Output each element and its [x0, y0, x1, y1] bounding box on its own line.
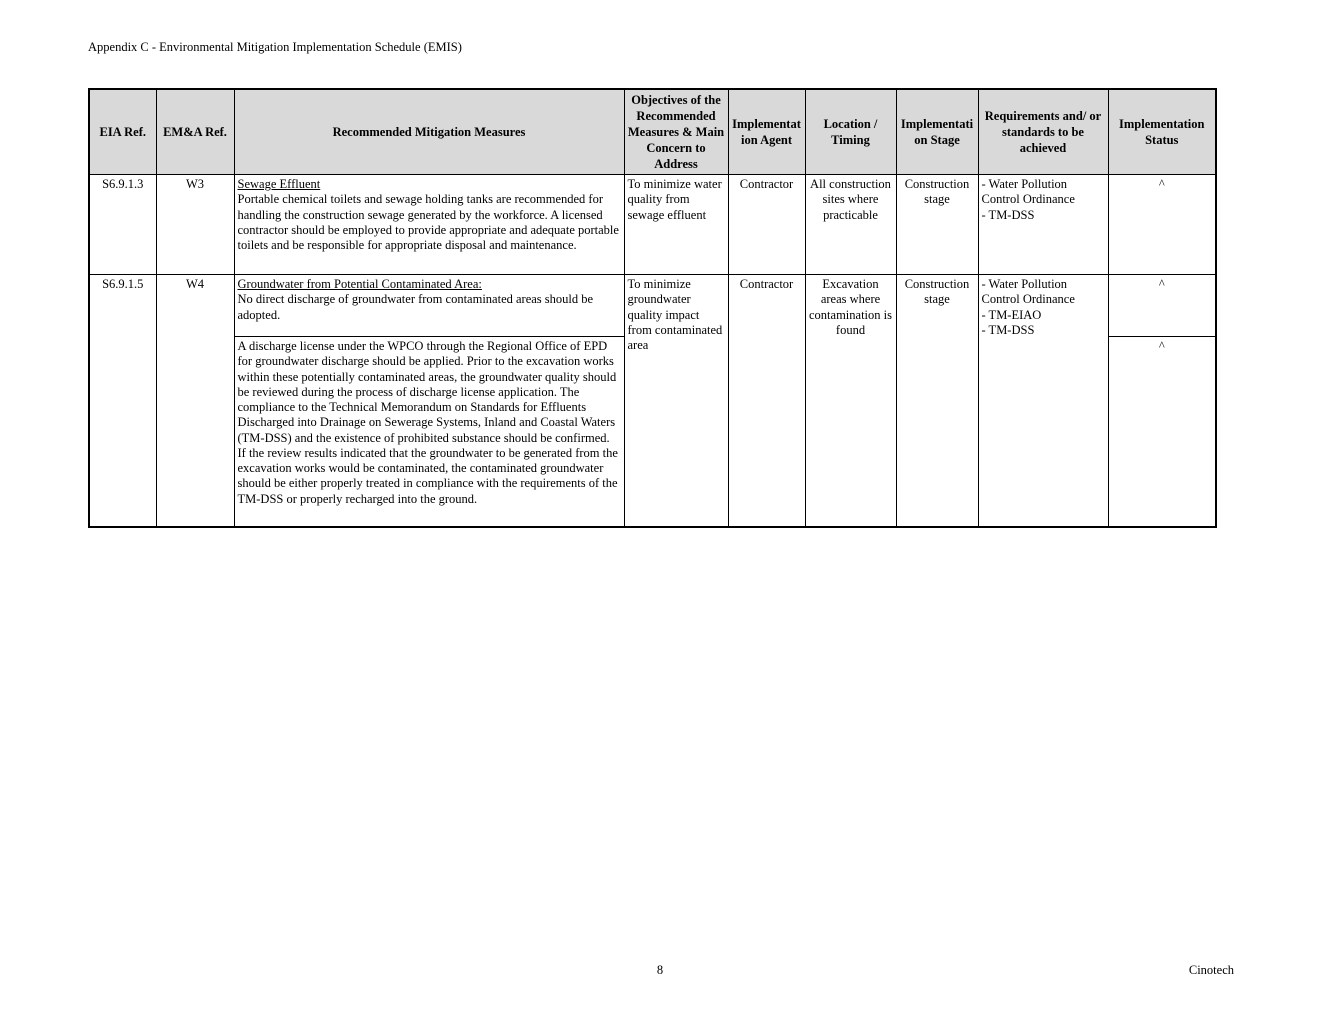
cell-requirements [978, 275, 1108, 527]
col-header-location-timing: Location / Timing [805, 89, 896, 175]
col-header-requirements: Requirements and/ or standards to be achieved [978, 89, 1108, 175]
measure-body: No direct discharge of groundwater from contaminated areas should be adopted. [237, 292, 594, 322]
cell-eia-ref: S6.9.1.5 [89, 275, 156, 527]
col-header-agent: Implementation Agent [728, 89, 805, 175]
cell-agent: Contractor [728, 175, 805, 275]
cell-status: ^ [1108, 275, 1216, 337]
cell-stage: Construction stage [896, 175, 978, 275]
cell-measures [234, 175, 624, 275]
measure-title: Sewage Effluent [237, 177, 321, 191]
col-header-objectives: Objectives of the Recommended Measures & Main Concern to Address [624, 89, 728, 175]
table-row [89, 175, 1216, 275]
requirement-line: - TM-DSS [981, 322, 1035, 337]
col-header-status: Implementation Status [1108, 89, 1216, 175]
cell-objectives: To minimize water quality from sewage effluent [624, 175, 728, 275]
cell-objectives: To minimize groundwater quality impact from contaminated area [624, 275, 728, 527]
measure-body: Portable chemical toilets and sewage holding tanks are recommended for handling the construction sewage generated by the workforce. A licensed contractor should be employed to provide appropriate and adequate portable toilets and be responsible for appropriate disposal and maintenance. [237, 192, 619, 252]
cell-eia-ref: S6.9.1.3 [89, 175, 156, 275]
cell-ema-ref: W3 [156, 175, 234, 275]
requirement-line: - Water Pollution Control Ordinance [981, 277, 1075, 307]
col-header-stage: Implementation Stage [896, 89, 978, 175]
cell-status: ^ [1108, 337, 1216, 527]
cell-stage: Construction stage [896, 275, 978, 527]
col-header-measures: Recommended Mitigation Measures [234, 89, 624, 175]
cell-ema-ref: W4 [156, 275, 234, 527]
footer-brand: Cinotech [1188, 963, 1234, 977]
document-title: Appendix C - Environmental Mitigation Implementation Schedule (EMIS) [88, 40, 462, 54]
requirement-line: - TM-EIAO [981, 307, 1042, 322]
cell-measures-continued: A discharge license under the WPCO through the Regional Office of EPD for groundwater discharge should be applied. Prior to the excavation works within these potentially contaminated areas, the groundwater quality should be reviewed during the process of discharge license application. The compliance to the Technical Memorandum on Standards for Effluents Discharged into Drainage on Sewerage Systems, Inland and Coastal Waters (TM-DSS) and the existence of prohibited substance should be confirmed. If the review results indicated that the groundwater to be generated from the excavation works would be contaminated, the contaminated groundwater should be either properly treated in compliance with the requirements of the TM-DSS or properly recharged into the ground. [234, 337, 624, 527]
cell-location-timing: Excavation areas where contamination is found [805, 275, 896, 527]
col-header-eia-ref: EIA Ref. [89, 89, 156, 175]
cell-status: ^ [1108, 175, 1216, 275]
cell-location-timing: All construction sites where practicable [805, 175, 896, 275]
cell-agent: Contractor [728, 275, 805, 527]
header-row [89, 89, 1216, 175]
cell-requirements [978, 175, 1108, 275]
table-row [89, 275, 1216, 337]
measure-title: Groundwater from Potential Contaminated Area: [237, 277, 482, 291]
page-number: 8 [656, 963, 664, 977]
emis-table [88, 88, 1217, 528]
requirement-line: - TM-DSS [981, 207, 1035, 222]
requirement-line: - Water Pollution Control Ordinance [981, 177, 1075, 207]
col-header-ema-ref: EM&A Ref. [156, 89, 234, 175]
cell-measures [234, 275, 624, 337]
